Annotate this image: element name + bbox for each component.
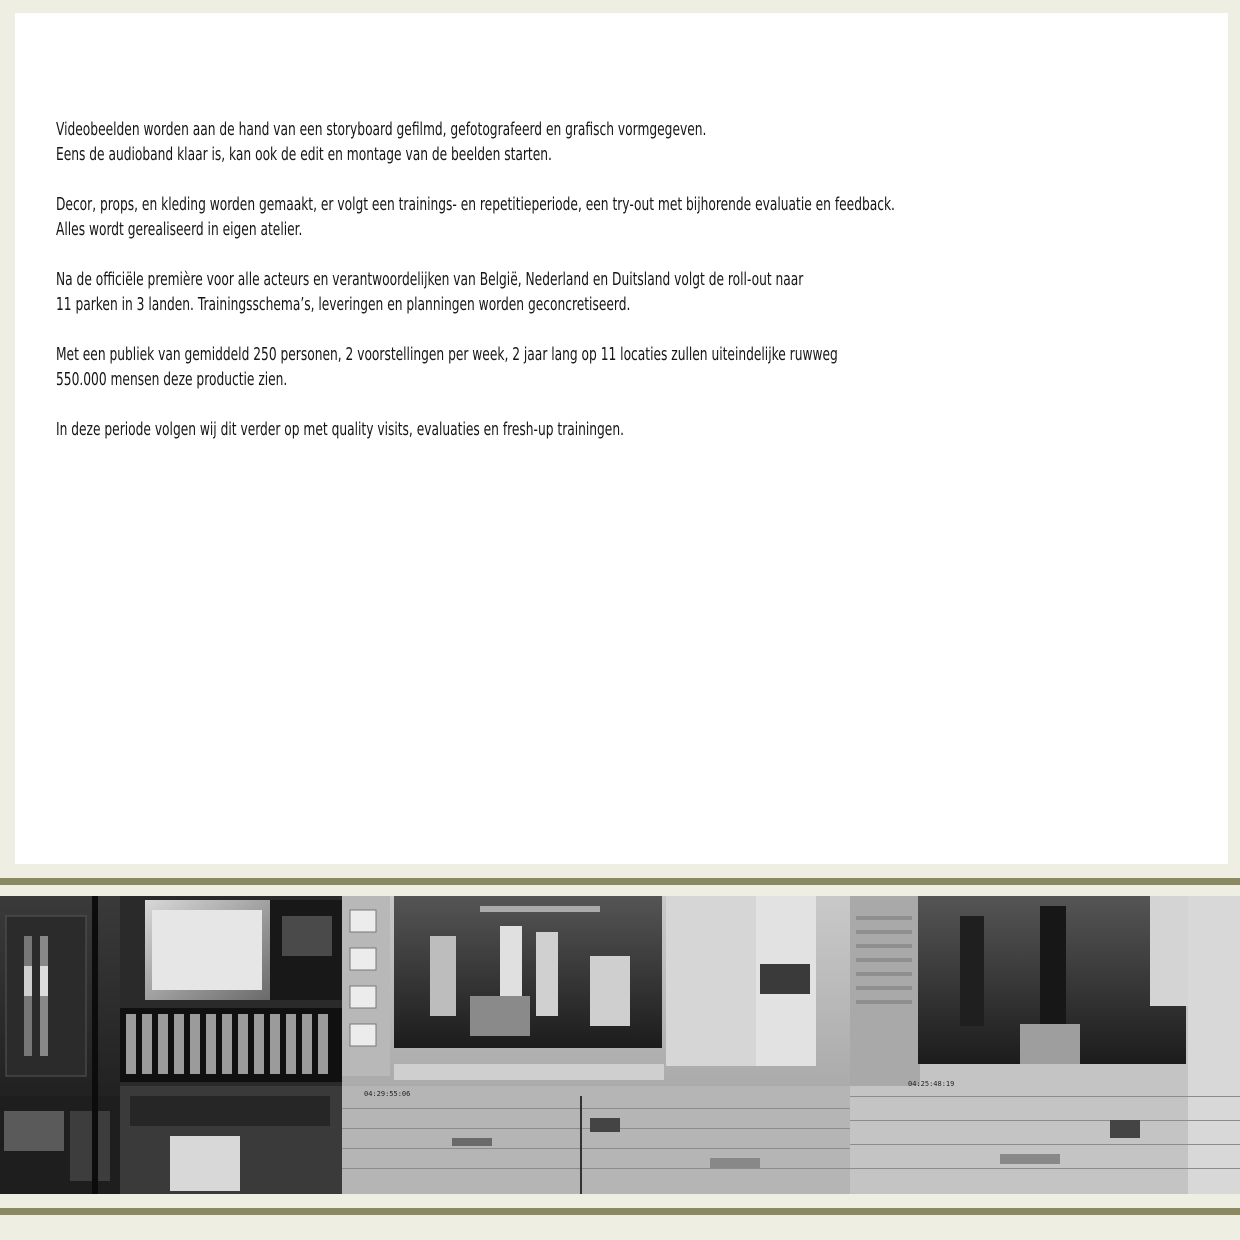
paragraph-decor xyxy=(56,192,895,242)
bottom-divider-rule xyxy=(0,1208,1240,1215)
top-divider-rule xyxy=(0,878,1240,885)
text-line: 550.000 mensen deze productie zien. xyxy=(56,369,288,390)
paragraph-premiere xyxy=(56,267,858,317)
paragraph-followup xyxy=(56,417,858,442)
photo-video-editor xyxy=(342,896,850,1194)
timecode-left: 04:29:55:06 xyxy=(364,1090,411,1098)
text-line: Alles wordt gerealiseerd in eigen atelier. xyxy=(56,219,303,240)
paragraph-video xyxy=(56,117,858,167)
timecode-right: 04:25:48:19 xyxy=(908,1080,955,1088)
text-line: Met een publiek van gemiddeld 250 personen, 2 voorstellingen per week, 2 jaar lang op 11 locaties zullen uiteindelijke ruwweg xyxy=(56,344,838,365)
page-card xyxy=(15,13,1228,864)
text-line: Eens de audioband klaar is, kan ook de edit en montage van de beelden starten. xyxy=(56,144,552,165)
text-line: Decor, props, en kleding worden gemaakt, er volgt een trainings- en repetitieperiode, een try-out met bijhorende evaluatie en feedback. xyxy=(56,194,895,215)
text-line: 11 parken in 3 landen. Trainingsschema’s, leveringen en planningen worden geconcretiseerd. xyxy=(56,294,631,315)
text-line: In deze periode volgen wij dit verder op met quality visits, evaluaties en fresh-up trainingen. xyxy=(56,419,624,440)
photo-collage xyxy=(0,896,1240,1194)
body-text xyxy=(56,117,1236,467)
paragraph-audience xyxy=(56,342,858,392)
photo-video-editor-angled xyxy=(850,896,1240,1194)
text-line: Videobeelden worden aan de hand van een storyboard gefilmd, gefotografeerd en grafisch vormgegeven. xyxy=(56,119,707,140)
photo-strip xyxy=(0,896,1240,1194)
text-line: Na de officiële première voor alle acteurs en verantwoordelijken van België, Nederland en Duitsland volgt de roll-out naar xyxy=(56,269,804,290)
photo-mixing-console xyxy=(120,896,342,1194)
photo-audio-meters xyxy=(0,896,120,1194)
